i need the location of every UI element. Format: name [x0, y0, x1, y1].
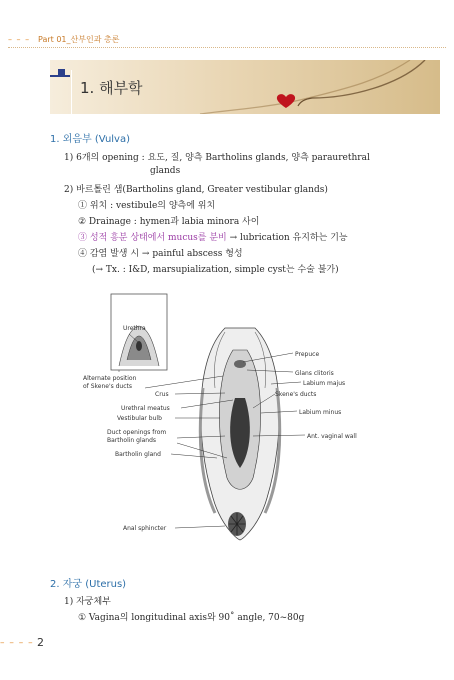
diagram-label-bartholin-gland: Bartholin gland [115, 451, 161, 458]
running-header-title: Part 01_산부인과 총론 [38, 35, 120, 44]
highlight-text: ③ 성적 흥분 상태에서 mucus를 분비 [78, 233, 227, 243]
list-item: glands [150, 166, 181, 176]
diagram-label-skenes-ducts-alt: of Skene's ducts [83, 383, 133, 390]
diagram-label-bartholin-glands: Bartholin glands [107, 437, 157, 444]
list-item [78, 230, 348, 243]
list-item-continuation: → lubrication 유지하는 기능 [226, 233, 348, 243]
header-divider [8, 47, 446, 48]
diagram-label-anal-sphincter: Anal sphincter [123, 525, 167, 532]
list-item: 1) 자궁체부 [64, 597, 111, 607]
page-number: 2 [37, 636, 44, 649]
diagram-label-alternate-position: Alternate position [83, 375, 137, 382]
diagram-label-labium-majus: Labium majus [303, 380, 346, 387]
banner-vertical-rule [71, 70, 72, 114]
diagram-label-glans-clitoris: Glans clitoris [295, 370, 334, 377]
heart-icon [277, 94, 295, 108]
diagram-label-duct-openings: Duct openings from [107, 429, 167, 436]
diagram-label-urethra: Urethra [123, 325, 146, 332]
diagram-label-prepuce: Prepuce [295, 351, 320, 358]
footer-dash: – – – – [0, 638, 34, 648]
diagram-label-crus: Crus [155, 391, 169, 398]
anal-sphincter-shape [228, 512, 246, 536]
list-item: (→ Tx. : I&D, marsupialization, simple cyst는 수술 불가) [92, 265, 339, 275]
section-heading-uterus: 2. 자궁 (Uterus) [50, 579, 127, 590]
diagram-label-vestibular-bulb: Vestibular bulb [117, 415, 162, 422]
list-item: ① Vagina의 longitudinal axis와 90˚ angle, 70~80g [78, 613, 305, 623]
diagram-label-ant-vaginal-wall: Ant. vaginal wall [307, 433, 357, 440]
diagram-label-labium-minus: Labium minus [299, 409, 342, 416]
diagram-label-skenes-ducts: Skene's ducts [275, 391, 317, 398]
list-item: ④ 감염 발생 시 → painful abscess 형성 [78, 249, 243, 259]
banner-square-marker [58, 69, 65, 76]
list-item: ② Drainage : hymen과 labia minora 사이 [78, 217, 260, 227]
diagram-label-urethral-meatus: Urethral meatus [121, 405, 170, 412]
vulva-anatomy-diagram [75, 288, 395, 568]
chapter-title: 1. 해부학 [80, 79, 143, 97]
list-item: ① 위치 : vestibule의 양측에 위치 [78, 201, 216, 211]
list-item: 2) 바르톨린 샘(Bartholins gland, Greater vestibular glands) [64, 185, 328, 195]
header-dash: – – – [8, 35, 31, 44]
section-heading-vulva: 1. 외음부 (Vulva) [50, 134, 131, 145]
list-item: 1) 6개의 opening : 요도, 질, 양측 Bartholins glands, 양측 paraurethral [64, 153, 370, 163]
